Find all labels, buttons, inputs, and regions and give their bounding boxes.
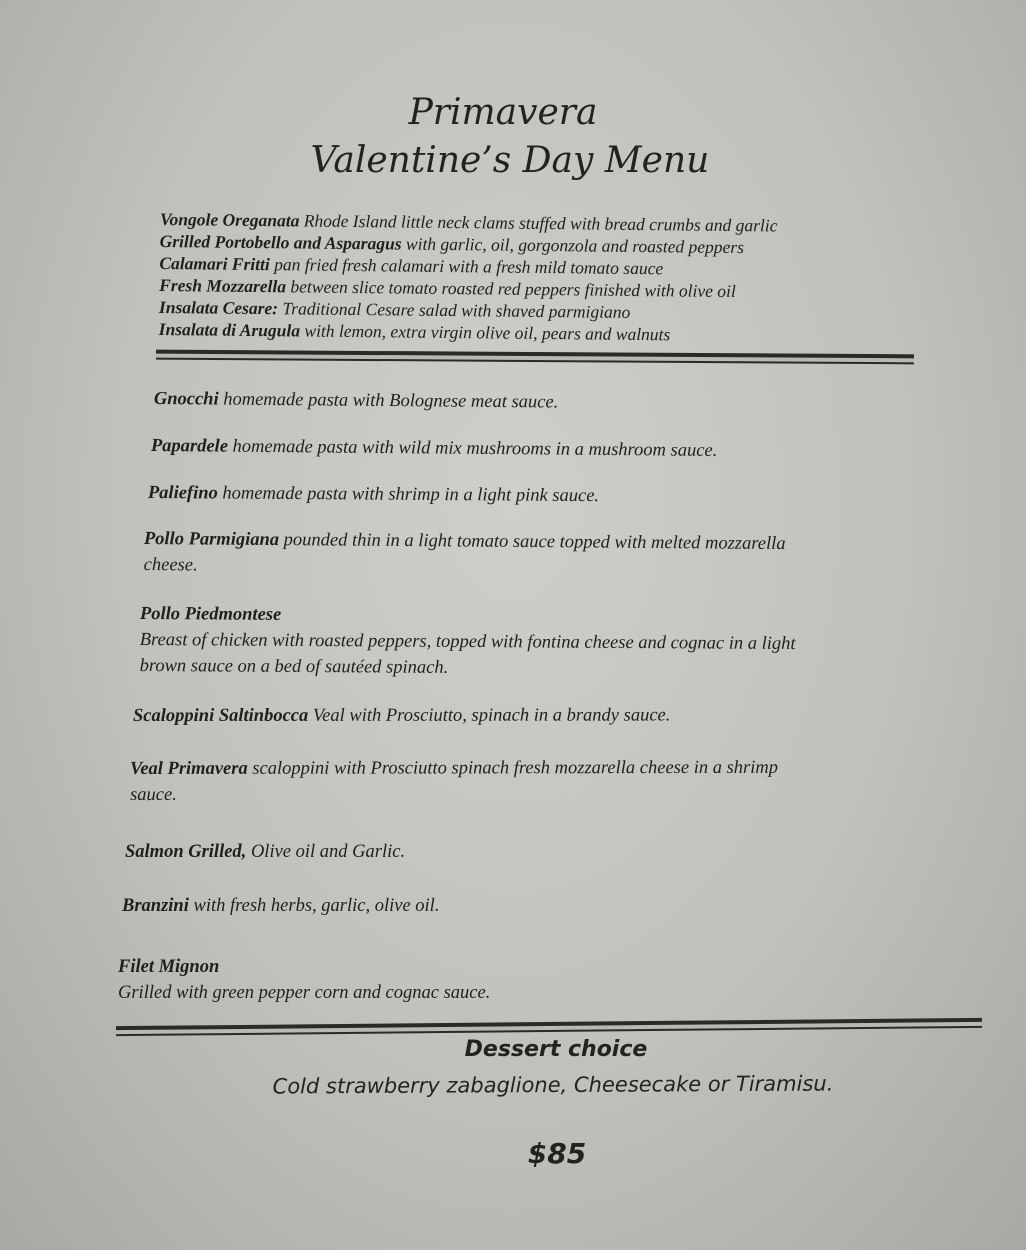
appetizer-desc: between slice tomato roasted red peppers finished with olive oil — [285, 276, 736, 302]
entree-name: Filet Mignon — [118, 957, 220, 977]
entree-item — [122, 893, 439, 919]
appetizer-desc: Traditional Cesare salad with shaved parmigiano — [277, 298, 631, 322]
dessert-description: Cold strawberry zabaglione, Cheesecake or Tiramisu. — [272, 1071, 834, 1099]
entree-item — [144, 526, 786, 583]
restaurant-name: Primavera — [408, 92, 598, 133]
appetizer-name: Vongole Oreganata — [159, 208, 300, 231]
entree-item — [148, 480, 599, 509]
entree-desc: pounded thin in a light tomato sauce topped with melted mozzarella — [278, 530, 786, 555]
menu-title: Valentine’s Day Menu — [310, 140, 710, 181]
entree-item — [154, 386, 559, 416]
entree-desc: homemade pasta with wild mix mushrooms in a mushroom sauce. — [227, 436, 718, 461]
menu-price: $85 — [527, 1137, 587, 1170]
appetizer-desc: with garlic, oil, gorgonzola and roasted peppers — [401, 233, 745, 258]
section-divider — [116, 1018, 982, 1036]
entree-name: Pollo Parmigiana — [143, 528, 280, 551]
entree-item — [130, 755, 778, 808]
entree-name: Branzini — [122, 896, 189, 916]
entree-name: Gnocchi — [153, 388, 219, 410]
appetizer-name: Insalata Cesare: — [158, 296, 279, 319]
appetizer-desc: pan fried fresh calamari with a fresh mild tomato sauce — [269, 254, 664, 279]
entree-item — [151, 433, 718, 464]
entree-desc: Breast of chicken with roasted peppers, topped with fontina cheese and cognac in a light — [139, 629, 796, 655]
section-divider — [156, 350, 914, 365]
entree-desc: Grilled with green pepper corn and cognac sauce. — [118, 983, 491, 1003]
entree-desc: homemade pasta with Bolognese meat sauce. — [218, 389, 559, 413]
entree-item — [133, 703, 670, 729]
appetizer-desc: with lemon, extra virgin olive oil, pears and walnuts — [299, 320, 671, 345]
entree-desc: with fresh herbs, garlic, olive oil. — [188, 896, 440, 916]
appetizer-desc: Rhode Island little neck clams stuffed with bread crumbs and garlic — [299, 210, 778, 236]
entree-name: Veal Primavera — [130, 758, 248, 779]
entree-item — [125, 839, 405, 865]
entree-desc: Veal with Prosciutto, spinach in a brandy sauce. — [308, 705, 671, 726]
entree-name: Papardele — [150, 435, 229, 457]
entree-name: Salmon Grilled, — [125, 842, 247, 862]
entree-desc: Olive oil and Garlic. — [246, 842, 406, 862]
entree-item — [140, 601, 796, 683]
entree-desc-continued: brown sauce on a bed of sautéed spinach. — [139, 655, 449, 678]
appetizer-name: Calamari Fritti — [159, 252, 270, 275]
entree-name: Paliefino — [147, 482, 218, 504]
entree-desc-continued: cheese. — [143, 554, 198, 576]
entree-name: Scaloppini Saltinbocca — [133, 705, 309, 726]
appetizer-name: Grilled Portobello and Asparagus — [159, 230, 402, 254]
appetizer-list — [159, 208, 920, 348]
entree-name: Pollo Piedmontese — [139, 603, 282, 625]
appetizer-name: Insalata di Arugula — [158, 318, 301, 341]
dessert-heading: Dessert choice — [464, 1037, 648, 1062]
entree-desc: homemade pasta with shrimp in a light pink sauce. — [217, 483, 600, 507]
entree-item — [118, 954, 490, 1006]
appetizer-name: Fresh Mozzarella — [159, 274, 287, 297]
entree-desc-continued: sauce. — [130, 784, 177, 805]
entree-desc: scaloppini with Prosciutto spinach fresh mozzarella cheese in a shrimp — [247, 757, 779, 779]
